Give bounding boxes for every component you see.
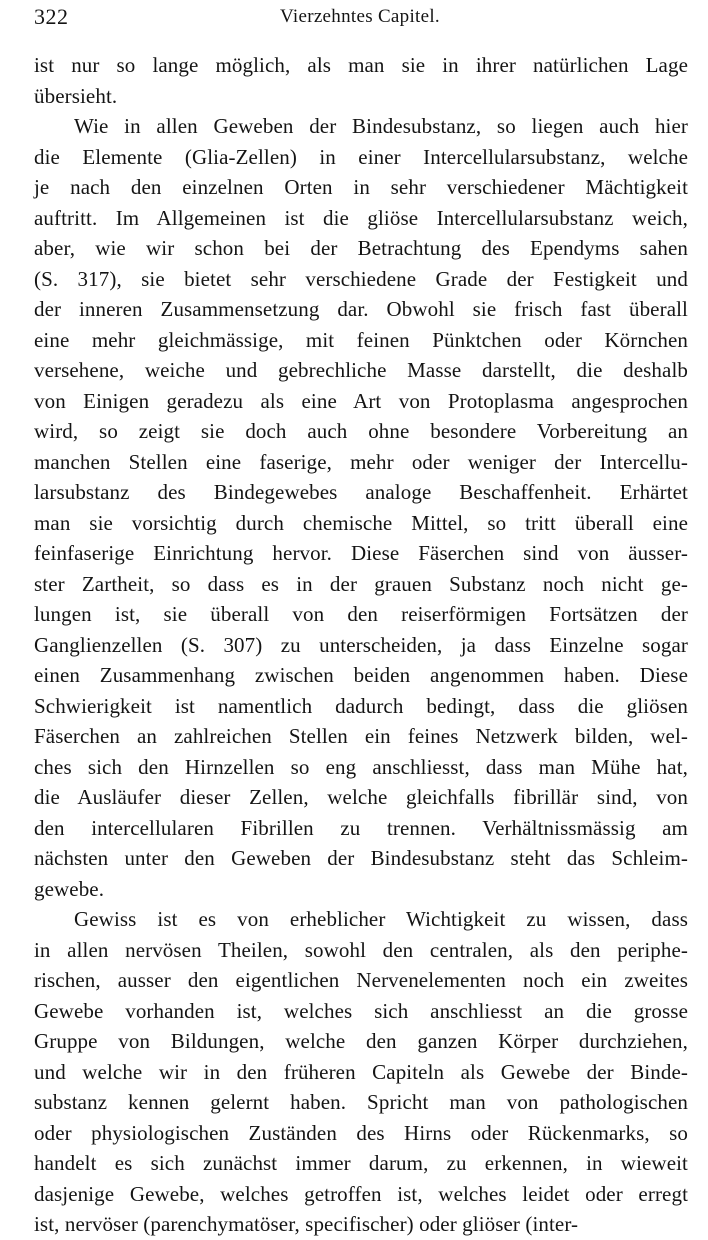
text-line: (S. 317), sie bietet sehr verschiedene Grade der Festigkeit und [34, 266, 688, 291]
running-header [34, 4, 688, 34]
text-line: Wie in allen Geweben der Bindesubstanz, so liegen auch hier [74, 114, 688, 138]
text-line: je nach den einzelnen Orten in sehr verschiedener Mächtigkeit [34, 175, 688, 199]
text-line: Gruppe von Bildungen, welche den ganzen Körper durchziehen, [34, 1029, 688, 1053]
text-line: rischen, ausser den eigentlichen Nervenelementen noch ein zweites [34, 968, 688, 992]
text-line: substanz kennen gelernt haben. Spricht man von pathologischen [34, 1090, 688, 1114]
text-line: Gewiss ist es von erheblicher Wichtigkeit zu wissen, dass [74, 907, 688, 931]
text-line: Gewebe vorhanden ist, welches sich anschliesst an die grosse [34, 998, 688, 1023]
text-line: ster Zartheit, so dass es in der grauen Substanz noch nicht ge- [34, 571, 688, 596]
text-line: einen Zusammenhang zwischen beiden angenommen haben. Diese [34, 663, 688, 687]
text-line: übersieht. [34, 83, 118, 108]
text-line: Fäserchen an zahlreichen Stellen ein feines Netzwerk bilden, wel- [34, 724, 688, 748]
text-line: in allen nervösen Theilen, sowohl den centralen, als den periphe- [34, 937, 688, 962]
text-line: man sie vorsichtig durch chemische Mittel, so tritt überall eine [34, 510, 688, 535]
text-line: auftritt. Im Allgemeinen ist die gliöse Intercellularsubstanz weich, [34, 205, 688, 230]
body-text [34, 50, 688, 1240]
text-line: und welche wir in den früheren Capiteln als Gewebe der Binde- [34, 1059, 688, 1084]
text-line: wird, so zeigt sie doch auch ohne besondere Vorbereitung an [34, 419, 688, 443]
text-line: eine mehr gleichmässige, mit feinen Pünktchen oder Körnchen [34, 327, 688, 352]
text-line: Schwierigkeit ist namentlich dadurch bedingt, dass die gliösen [34, 693, 688, 718]
text-line: ist nur so lange möglich, als man sie in ihrer natürlichen Lage [34, 53, 688, 77]
text-line: manchen Stellen eine faserige, mehr oder weniger der Intercellu- [34, 449, 688, 474]
text-line: dasjenige Gewebe, welches getroffen ist, welches leidet oder erregt [34, 1181, 688, 1206]
text-line: den intercellularen Fibrillen zu trennen. Verhältnissmässig am [34, 815, 688, 840]
text-line: feinfaserige Einrichtung hervor. Diese Fäserchen sind von äusser- [34, 541, 688, 565]
text-line: larsubstanz des Bindegewebes analoge Beschaffenheit. Erhärtet [34, 480, 688, 504]
text-line: der inneren Zusammensetzung dar. Obwohl sie frisch fast überall [34, 297, 688, 321]
text-line: versehene, weiche und gebrechliche Masse darstellt, die deshalb [34, 358, 688, 382]
text-line: aber, wie wir schon bei der Betrachtung des Ependyms sahen [34, 236, 688, 260]
text-line: lungen ist, sie überall von den reiserförmigen Fortsätzen der [34, 602, 688, 626]
text-line: oder physiologischen Zuständen des Hirns oder Rückenmarks, so [34, 1120, 688, 1145]
paragraph [34, 111, 688, 904]
text-line: Ganglienzellen (S. 307) zu unterscheiden, ja dass Einzelne sogar [34, 632, 688, 657]
text-line: ches sich den Hirnzellen so eng anschliesst, dass man Mühe hat, [34, 754, 688, 779]
paragraph [34, 904, 688, 1240]
text-line: gewebe. [34, 876, 105, 901]
text-line: die Elemente (Glia-Zellen) in einer Intercellularsubstanz, welche [34, 144, 688, 169]
text-line: die Ausläufer dieser Zellen, welche gleichfalls fibrillär sind, von [34, 785, 688, 809]
chapter-title: Vierzehntes Capitel. [280, 6, 440, 27]
paragraph [34, 50, 688, 111]
page-number: 322 [34, 4, 69, 29]
text-line: ist, nervöser (parenchymatöser, specifischer) oder gliöser (inter- [34, 1212, 579, 1236]
text-line: von Einigen geradezu als eine Art von Protoplasma angesprochen [34, 388, 688, 413]
text-line: handelt es sich zunächst immer darum, zu erkennen, in wieweit [34, 1151, 688, 1175]
text-line: nächsten unter den Geweben der Bindesubstanz steht das Schleim- [34, 846, 688, 870]
